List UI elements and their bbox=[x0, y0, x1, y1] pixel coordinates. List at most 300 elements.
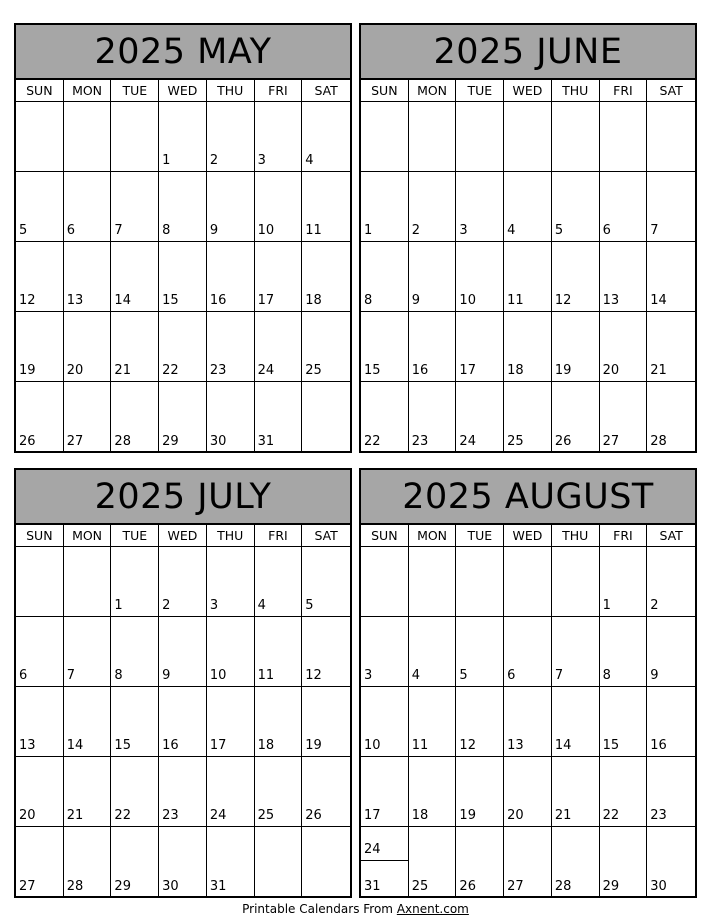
day-cell bbox=[111, 102, 159, 172]
weekday-label: THU bbox=[207, 80, 255, 101]
day-number: 24 bbox=[257, 363, 275, 378]
weekday-label: SUN bbox=[361, 525, 409, 546]
day-cell bbox=[16, 382, 64, 452]
day-number: 1 bbox=[602, 598, 611, 613]
weekday-label: SAT bbox=[659, 528, 683, 543]
day-number: 2 bbox=[162, 598, 171, 613]
day-cell bbox=[64, 242, 112, 312]
day-cell bbox=[647, 172, 695, 242]
day-number: 27 bbox=[66, 434, 84, 449]
day-cell bbox=[207, 827, 255, 897]
day-number: 26 bbox=[19, 434, 36, 449]
weekday-label: THU bbox=[552, 525, 600, 546]
day-cell bbox=[552, 687, 600, 757]
month-title: 2025 JULY bbox=[16, 470, 350, 525]
day-cell bbox=[456, 757, 504, 827]
day-cell bbox=[207, 172, 255, 242]
day-number: 7 bbox=[650, 223, 659, 238]
weekday-label: WED bbox=[504, 80, 552, 101]
day-number: 28 bbox=[650, 434, 667, 449]
day-cell bbox=[647, 382, 695, 452]
day-cell bbox=[302, 102, 350, 172]
day-cell bbox=[111, 547, 159, 617]
day-grid bbox=[361, 547, 695, 897]
day-number: 16 bbox=[650, 738, 667, 753]
day-number: 14 bbox=[650, 293, 667, 308]
day-number: 28 bbox=[114, 434, 131, 449]
day-number: 18 bbox=[411, 808, 429, 823]
weekday-label: MON bbox=[64, 525, 112, 546]
day-number: 31 bbox=[364, 879, 381, 894]
day-number: 26 bbox=[305, 808, 322, 823]
day-cell bbox=[600, 242, 648, 312]
day-cell bbox=[16, 687, 64, 757]
day-cell bbox=[255, 827, 303, 897]
day-number: 11 bbox=[305, 223, 322, 238]
day-number: 10 bbox=[257, 223, 275, 238]
day-cell bbox=[504, 617, 552, 687]
day-number: 1 bbox=[114, 598, 123, 613]
day-cell bbox=[16, 617, 64, 687]
day-number: 25 bbox=[507, 434, 524, 449]
day-grid bbox=[361, 102, 695, 452]
weekday-label: MON bbox=[64, 80, 112, 101]
day-number: 17 bbox=[209, 738, 227, 753]
weekday-label: FRI bbox=[600, 80, 648, 101]
day-number: 10 bbox=[364, 738, 381, 753]
day-number: 1 bbox=[364, 223, 373, 238]
day-number: 12 bbox=[554, 293, 572, 308]
day-number: 21 bbox=[554, 808, 572, 823]
day-cell bbox=[409, 172, 457, 242]
weekday-label: SAT bbox=[314, 83, 338, 98]
day-number: 20 bbox=[507, 808, 524, 823]
day-number: 8 bbox=[114, 668, 123, 683]
day-cell bbox=[207, 547, 255, 617]
day-cell bbox=[64, 172, 112, 242]
day-cell bbox=[361, 827, 409, 897]
weekday-label: SAT bbox=[659, 83, 683, 98]
day-number: 19 bbox=[554, 363, 572, 378]
day-cell bbox=[361, 687, 409, 757]
day-number: 28 bbox=[66, 879, 84, 894]
day-cell bbox=[64, 687, 112, 757]
day-number: 3 bbox=[257, 153, 266, 168]
day-number: 6 bbox=[66, 223, 75, 238]
day-cell bbox=[159, 382, 207, 452]
day-cell bbox=[361, 102, 409, 172]
day-cell bbox=[361, 382, 409, 452]
day-cell bbox=[600, 617, 648, 687]
day-cell bbox=[207, 687, 255, 757]
day-number: 15 bbox=[364, 363, 381, 378]
day-cell bbox=[361, 547, 409, 617]
day-number: 30 bbox=[162, 879, 179, 894]
weekday-label: MON bbox=[409, 80, 457, 101]
day-cell bbox=[552, 312, 600, 382]
day-number: 11 bbox=[257, 668, 275, 683]
day-cell bbox=[361, 757, 409, 827]
weekday-label: TUE bbox=[111, 525, 159, 546]
day-cell bbox=[64, 382, 112, 452]
day-number: 13 bbox=[602, 293, 620, 308]
weekday-header bbox=[361, 525, 695, 547]
day-number: 20 bbox=[602, 363, 620, 378]
day-number: 8 bbox=[364, 293, 373, 308]
day-cell bbox=[64, 102, 112, 172]
day-cell bbox=[207, 382, 255, 452]
day-cell bbox=[16, 827, 64, 897]
day-number: 24 bbox=[209, 808, 227, 823]
day-cell bbox=[504, 687, 552, 757]
day-cell bbox=[409, 102, 457, 172]
day-cell bbox=[504, 382, 552, 452]
day-cell bbox=[159, 547, 207, 617]
day-number: 9 bbox=[650, 668, 659, 683]
day-number: 17 bbox=[459, 363, 476, 378]
day-number: 4 bbox=[305, 153, 314, 168]
month-title: 2025 JUNE bbox=[361, 25, 695, 80]
day-cell bbox=[302, 757, 350, 827]
day-cell bbox=[255, 312, 303, 382]
weekday-label: TUE bbox=[456, 525, 504, 546]
day-cell bbox=[409, 827, 457, 897]
day-cell bbox=[552, 172, 600, 242]
day-number: 3 bbox=[364, 668, 373, 683]
day-cell bbox=[504, 102, 552, 172]
day-cell bbox=[16, 547, 64, 617]
weekday-label: SUN bbox=[361, 80, 409, 101]
day-number: 19 bbox=[459, 808, 476, 823]
day-number: 23 bbox=[209, 363, 227, 378]
day-number: 7 bbox=[554, 668, 564, 683]
month-title: 2025 AUGUST bbox=[361, 470, 695, 525]
day-cell bbox=[647, 687, 695, 757]
day-cell bbox=[64, 547, 112, 617]
day-cell bbox=[159, 617, 207, 687]
day-cell bbox=[647, 617, 695, 687]
day-number: 10 bbox=[209, 668, 227, 683]
day-cell bbox=[16, 102, 64, 172]
weekday-label: WED bbox=[159, 80, 207, 101]
weekday-header bbox=[16, 525, 350, 547]
day-cell bbox=[361, 242, 409, 312]
weekday-header bbox=[16, 80, 350, 102]
day-number: 25 bbox=[305, 363, 322, 378]
day-cell bbox=[361, 312, 409, 382]
day-cell bbox=[409, 547, 457, 617]
day-number: 24 bbox=[459, 434, 476, 449]
day-cell bbox=[159, 242, 207, 312]
day-cell bbox=[456, 312, 504, 382]
day-cell bbox=[16, 242, 64, 312]
day-number: 2 bbox=[411, 223, 420, 238]
day-number: 21 bbox=[114, 363, 131, 378]
day-number: 27 bbox=[602, 434, 620, 449]
day-number: 6 bbox=[602, 223, 611, 238]
day-cell bbox=[207, 102, 255, 172]
day-number: 13 bbox=[66, 293, 84, 308]
day-number: 23 bbox=[411, 434, 429, 449]
day-cell bbox=[504, 827, 552, 897]
day-number: 5 bbox=[305, 598, 314, 613]
day-cell bbox=[159, 312, 207, 382]
day-number: 2 bbox=[209, 153, 219, 168]
month-august bbox=[359, 468, 697, 898]
day-number: 16 bbox=[411, 363, 429, 378]
day-cell bbox=[456, 382, 504, 452]
day-cell bbox=[302, 827, 350, 897]
day-number: 12 bbox=[305, 668, 322, 683]
day-cell bbox=[552, 547, 600, 617]
weekday-label: SUN bbox=[16, 80, 64, 101]
day-cell bbox=[456, 547, 504, 617]
day-number: 13 bbox=[507, 738, 524, 753]
day-cell bbox=[302, 617, 350, 687]
day-number: 4 bbox=[257, 598, 266, 613]
day-cell bbox=[111, 242, 159, 312]
day-cell bbox=[111, 312, 159, 382]
weekday-label: TUE bbox=[111, 80, 159, 101]
day-number: 3 bbox=[209, 598, 219, 613]
month-june bbox=[359, 23, 697, 453]
day-number: 5 bbox=[19, 223, 28, 238]
day-number: 19 bbox=[19, 363, 36, 378]
day-cell bbox=[600, 827, 648, 897]
day-cell bbox=[600, 312, 648, 382]
day-cell bbox=[64, 312, 112, 382]
day-cell bbox=[207, 242, 255, 312]
day-cell bbox=[302, 382, 350, 452]
day-cell bbox=[16, 172, 64, 242]
day-cell bbox=[302, 687, 350, 757]
day-number: 31 bbox=[257, 434, 275, 449]
day-number: 22 bbox=[602, 808, 620, 823]
day-cell bbox=[504, 547, 552, 617]
day-grid bbox=[16, 547, 350, 897]
month-title: 2025 MAY bbox=[16, 25, 350, 80]
footer bbox=[0, 902, 711, 916]
day-number: 8 bbox=[162, 223, 171, 238]
day-number: 11 bbox=[411, 738, 429, 753]
month-july bbox=[14, 468, 352, 898]
day-number: 26 bbox=[554, 434, 572, 449]
day-cell bbox=[255, 172, 303, 242]
day-cell bbox=[456, 687, 504, 757]
day-number: 3 bbox=[459, 223, 468, 238]
day-number: 22 bbox=[364, 434, 381, 449]
day-number: 9 bbox=[411, 293, 420, 308]
day-cell bbox=[647, 757, 695, 827]
day-cell bbox=[456, 242, 504, 312]
day-number: 31 bbox=[209, 879, 227, 894]
day-cell bbox=[302, 312, 350, 382]
day-cell bbox=[409, 242, 457, 312]
day-number: 17 bbox=[364, 808, 381, 823]
day-number: 24 bbox=[364, 842, 381, 857]
day-cell bbox=[600, 382, 648, 452]
weekday-label: SUN bbox=[16, 525, 64, 546]
day-cell bbox=[64, 827, 112, 897]
day-cell bbox=[456, 102, 504, 172]
day-number: 28 bbox=[554, 879, 572, 894]
weekday-label: THU bbox=[552, 80, 600, 101]
day-cell bbox=[255, 382, 303, 452]
day-number: 12 bbox=[459, 738, 476, 753]
day-number: 1 bbox=[162, 153, 171, 168]
day-cell bbox=[409, 757, 457, 827]
day-cell bbox=[255, 687, 303, 757]
day-cell bbox=[255, 102, 303, 172]
day-number: 9 bbox=[209, 223, 219, 238]
day-number: 18 bbox=[305, 293, 322, 308]
day-cell bbox=[600, 757, 648, 827]
day-number: 6 bbox=[19, 668, 28, 683]
day-number: 29 bbox=[162, 434, 179, 449]
day-number: 15 bbox=[162, 293, 179, 308]
day-number: 8 bbox=[602, 668, 611, 683]
day-number: 21 bbox=[66, 808, 84, 823]
day-cell bbox=[159, 757, 207, 827]
day-number: 5 bbox=[459, 668, 468, 683]
day-number: 16 bbox=[209, 293, 227, 308]
day-cell bbox=[552, 382, 600, 452]
day-number: 12 bbox=[19, 293, 36, 308]
day-number: 15 bbox=[602, 738, 620, 753]
day-number: 5 bbox=[554, 223, 564, 238]
day-number: 11 bbox=[507, 293, 524, 308]
day-cell bbox=[207, 617, 255, 687]
day-cell bbox=[111, 687, 159, 757]
day-number: 29 bbox=[602, 879, 620, 894]
day-cell bbox=[111, 382, 159, 452]
weekday-label: WED bbox=[504, 525, 552, 546]
day-cell bbox=[159, 172, 207, 242]
day-number: 14 bbox=[114, 293, 131, 308]
day-cell bbox=[552, 102, 600, 172]
day-cell bbox=[16, 312, 64, 382]
day-cell bbox=[16, 757, 64, 827]
day-cell bbox=[647, 827, 695, 897]
day-number: 14 bbox=[66, 738, 84, 753]
day-cell bbox=[111, 617, 159, 687]
day-cell bbox=[159, 102, 207, 172]
day-number: 26 bbox=[459, 879, 476, 894]
day-cell bbox=[159, 827, 207, 897]
day-number: 30 bbox=[650, 879, 667, 894]
day-cell bbox=[504, 172, 552, 242]
day-cell bbox=[302, 242, 350, 312]
day-cell bbox=[64, 757, 112, 827]
day-cell bbox=[600, 102, 648, 172]
weekday-label: MON bbox=[409, 525, 457, 546]
day-number: 25 bbox=[257, 808, 275, 823]
day-cell bbox=[600, 687, 648, 757]
day-number: 21 bbox=[650, 363, 667, 378]
day-number: 23 bbox=[650, 808, 667, 823]
day-cell bbox=[207, 312, 255, 382]
day-cell bbox=[456, 172, 504, 242]
month-may bbox=[14, 23, 352, 453]
day-cell bbox=[64, 617, 112, 687]
day-cell bbox=[361, 617, 409, 687]
day-number: 16 bbox=[162, 738, 179, 753]
day-cell bbox=[647, 242, 695, 312]
day-number: 7 bbox=[66, 668, 75, 683]
day-grid bbox=[16, 102, 350, 452]
day-number: 20 bbox=[19, 808, 36, 823]
day-number: 22 bbox=[162, 363, 179, 378]
weekday-label: WED bbox=[159, 525, 207, 546]
day-cell bbox=[409, 312, 457, 382]
day-cell bbox=[361, 172, 409, 242]
day-cell bbox=[111, 827, 159, 897]
weekday-label: FRI bbox=[255, 80, 303, 101]
day-number: 2 bbox=[650, 598, 659, 613]
day-cell bbox=[504, 757, 552, 827]
day-number: 7 bbox=[114, 223, 123, 238]
day-number: 27 bbox=[507, 879, 524, 894]
day-cell bbox=[255, 547, 303, 617]
day-cell bbox=[111, 757, 159, 827]
day-number: 23 bbox=[162, 808, 179, 823]
day-number: 6 bbox=[507, 668, 516, 683]
day-number: 19 bbox=[305, 738, 322, 753]
day-number: 13 bbox=[19, 738, 36, 753]
weekday-header bbox=[361, 80, 695, 102]
day-number: 20 bbox=[66, 363, 84, 378]
weekday-label: THU bbox=[207, 525, 255, 546]
day-cell bbox=[600, 172, 648, 242]
day-cell bbox=[207, 757, 255, 827]
day-number: 15 bbox=[114, 738, 131, 753]
day-cell bbox=[255, 242, 303, 312]
day-number: 14 bbox=[554, 738, 572, 753]
day-number: 4 bbox=[507, 223, 516, 238]
day-cell bbox=[159, 687, 207, 757]
day-number: 25 bbox=[411, 879, 429, 894]
day-cell bbox=[600, 547, 648, 617]
day-cell bbox=[552, 757, 600, 827]
day-cell bbox=[504, 312, 552, 382]
day-cell bbox=[647, 547, 695, 617]
day-cell bbox=[552, 617, 600, 687]
day-cell bbox=[409, 617, 457, 687]
day-cell bbox=[647, 102, 695, 172]
day-number: 4 bbox=[411, 668, 420, 683]
day-number: 22 bbox=[114, 808, 131, 823]
weekday-label: FRI bbox=[255, 525, 303, 546]
day-cell bbox=[552, 242, 600, 312]
day-cell bbox=[647, 312, 695, 382]
footer-text: Printable Calendars From bbox=[242, 902, 397, 916]
day-cell bbox=[111, 172, 159, 242]
day-cell bbox=[504, 242, 552, 312]
weekday-label: FRI bbox=[600, 525, 648, 546]
footer-link[interactable]: Axnent.com bbox=[396, 902, 469, 916]
day-number: 30 bbox=[209, 434, 227, 449]
day-number: 9 bbox=[162, 668, 171, 683]
day-number: 18 bbox=[257, 738, 275, 753]
day-cell bbox=[552, 827, 600, 897]
day-number: 29 bbox=[114, 879, 131, 894]
day-cell bbox=[302, 172, 350, 242]
day-number: 10 bbox=[459, 293, 476, 308]
day-cell bbox=[456, 827, 504, 897]
day-number: 17 bbox=[257, 293, 275, 308]
day-cell bbox=[456, 617, 504, 687]
day-number: 18 bbox=[507, 363, 524, 378]
